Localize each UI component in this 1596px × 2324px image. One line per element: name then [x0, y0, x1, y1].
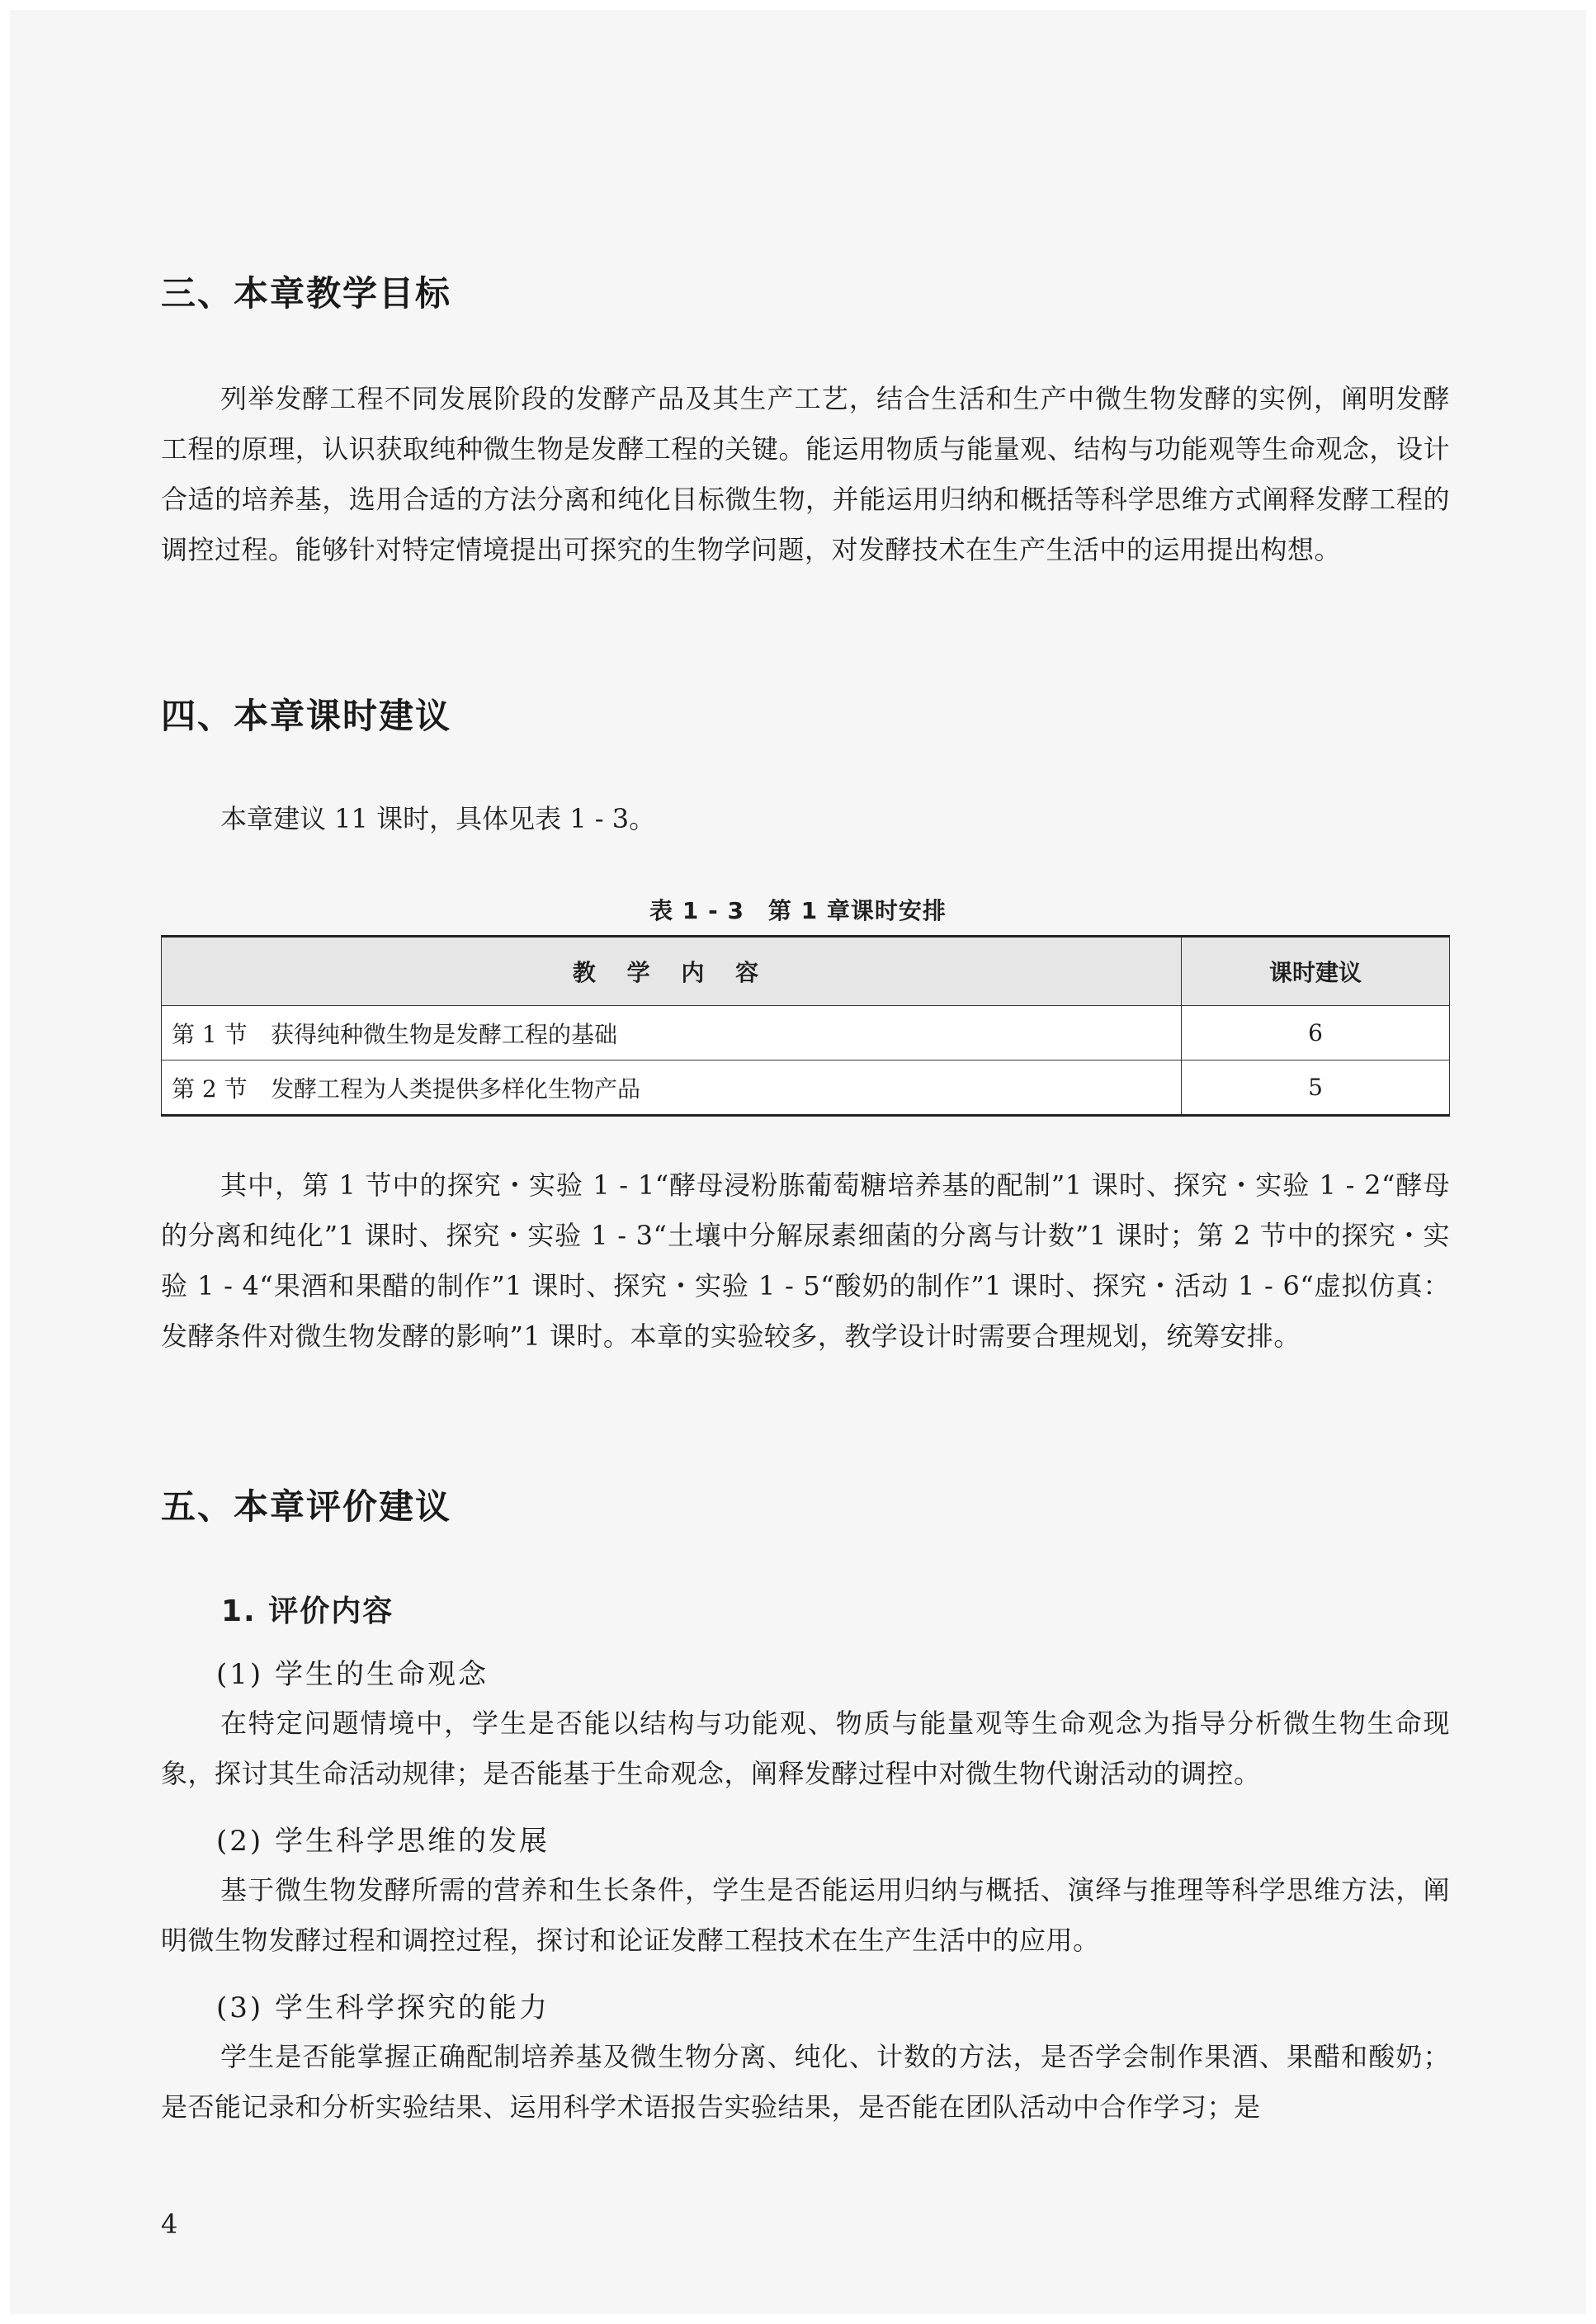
table-cell-content: [162, 1060, 1182, 1116]
evaluation-item-title: (1) 学生的生命观念: [216, 1658, 489, 1691]
page-number: 4: [161, 2208, 178, 2240]
hours-intro: 本章建议 11 课时，具体见表 1 - 3。: [220, 803, 656, 834]
evaluation-item-text: 学生是否能掌握正确配制培养基及微生物分离、纯化、计数的方法，是否学会制作果酒、果醋和酸奶；是否能记录和分析实验结果、运用科学术语报告实验结果，是否能在团队活动中合作学习；是: [161, 2041, 1450, 2123]
evaluation-item-text: 基于微生物发酵所需的营养和生长条件，学生是否能运用归纳与概括、演绎与推理等科学思维方法，阐明微生物发酵过程和调控过程，探讨和论证发酵工程技术在生产生活中的应用。: [161, 1874, 1450, 1956]
evaluation-subheading: 1. 评价内容: [221, 1594, 394, 1628]
table-header-content: 教 学 内 容: [162, 937, 1182, 1006]
schedule-table: [161, 935, 1450, 1117]
table-cell-content: [162, 1006, 1182, 1060]
table-header-row: [162, 937, 1450, 1006]
table-row: [162, 1060, 1450, 1116]
section-heading-evaluation: 五、本章评价建议: [161, 1486, 452, 1527]
table-cell-hours: 5: [1182, 1060, 1450, 1116]
table-cell-title: 发酵工程为人类提供多样化生物产品: [271, 1075, 641, 1103]
evaluation-item-title: (3) 学生科学探究的能力: [216, 1991, 550, 2024]
table-caption: 表 1 - 3 第 1 章课时安排: [649, 897, 947, 924]
objectives-paragraph: 列举发酵工程不同发展阶段的发酵产品及其生产工艺，结合生活和生产中微生物发酵的实例，阐明发酵工程的原理，认识获取纯种微生物是发酵工程的关键。能运用物质与能量观、结构与功能观等生命观念，设计合适的培养基，选用合适的方法分离和纯化目标微生物，并能运用归纳和概括等科学思维方式阐释发酵工程的调控过程。能够针对特定情境提出可探究的生物学问题，对发酵技术在生产生活中的运用提出构想。: [161, 383, 1450, 565]
table-cell-title: 获得纯种微生物是发酵工程的基础: [271, 1020, 618, 1048]
hours-note-paragraph: 其中，第 1 节中的探究・实验 1 - 1“酵母浸粉胨葡萄糖培养基的配制”1 课时、探究・实验 1 - 2“酵母的分离和纯化”1 课时、探究・实验 1 - 3“土壤中分解尿素细菌的分离与计数”1 课时；第 2 节中的探究・实验 1 - 4“果酒和果醋的制作”1 课时、探究・实验 1 - 5“酸奶的制作”1 课时、探究・活动 1 - 6“虚拟仿真：发酵条件对微生物发酵的影响”1 课时。本章的实验较多，教学设计时需要合理规划，统筹安排。: [161, 1169, 1450, 1352]
section-heading-hours: 四、本章课时建议: [161, 696, 452, 736]
table-cell-hours: 6: [1182, 1006, 1450, 1060]
evaluation-item-text: 在特定问题情境中，学生是否能以结构与功能观、物质与能量观等生命观念为指导分析微生物生命现象，探讨其生命活动规律；是否能基于生命观念，阐释发酵过程中对微生物代谢活动的调控。: [161, 1708, 1450, 1789]
table-row: [162, 1006, 1450, 1060]
table-header-hours: 课时建议: [1182, 937, 1450, 1006]
table-cell-section: 第 1 节: [172, 1020, 248, 1048]
table-cell-section: 第 2 节: [172, 1075, 248, 1103]
section-heading-objectives: 三、本章教学目标: [161, 273, 452, 314]
evaluation-item-title: (2) 学生科学思维的发展: [216, 1825, 550, 1858]
